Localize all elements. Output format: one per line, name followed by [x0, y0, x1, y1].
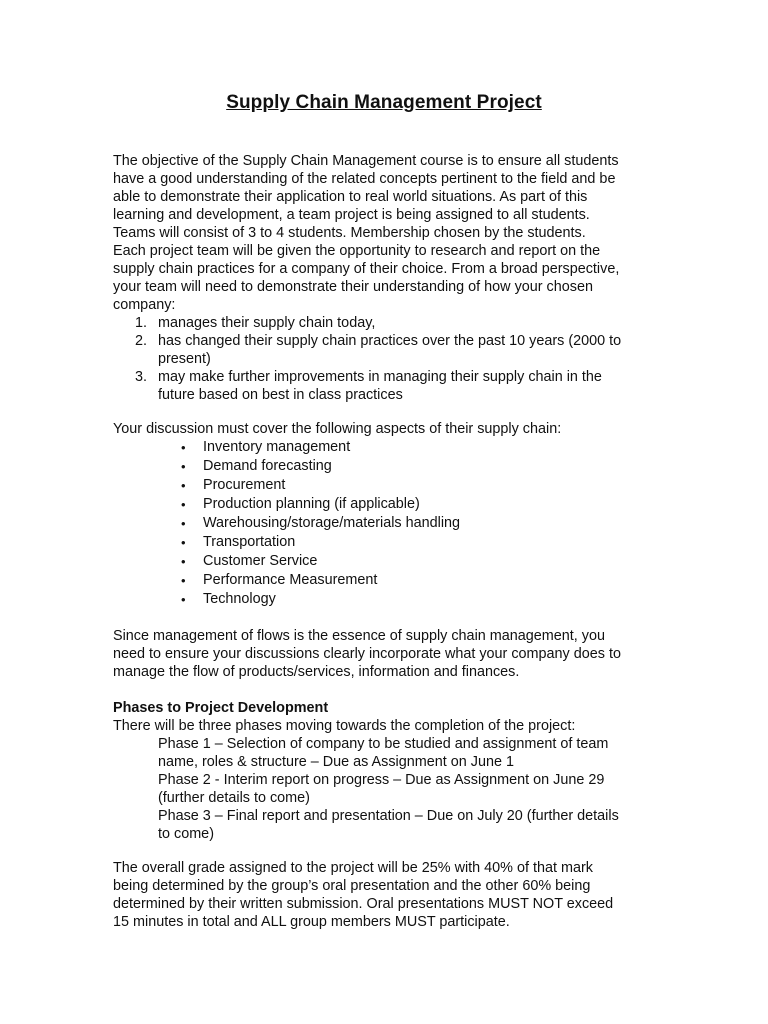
aspect-item — [113, 495, 658, 514]
aspect-label: Procurement — [203, 477, 286, 493]
bullet-icon: • — [181, 554, 186, 569]
item-text: has changed their supply chain practices over the past 10 years (2000 to — [158, 333, 622, 349]
aspect-item — [113, 552, 658, 571]
bullet-icon: • — [181, 535, 186, 550]
item-number: 2. — [135, 333, 148, 349]
bullet-icon: • — [181, 478, 186, 493]
phases-heading: Phases to Project Development — [113, 700, 329, 716]
intro-line: your team will need to demonstrate their understanding of how your chosen — [113, 279, 593, 295]
flows-line: need to ensure your discussions clearly incorporate what your company does to — [113, 646, 621, 662]
flows-line: manage the flow of products/services, information and finances. — [113, 664, 520, 680]
phase-line: Phase 2 - Interim report on progress – Due as Assignment on June 29 — [158, 772, 605, 788]
item-text: may make further improvements in managing their supply chain in the — [158, 369, 602, 385]
phase-line: (further details to come) — [158, 790, 310, 806]
numbered-item-3 — [113, 368, 658, 404]
phase-line: to come) — [158, 826, 214, 842]
phases-intro: There will be three phases moving towards the completion of the project: — [113, 718, 576, 734]
phase-line: Phase 3 – Final report and presentation – Due on July 20 (further details — [158, 808, 619, 824]
numbered-item-1 — [113, 314, 658, 332]
bullet-icon: • — [181, 497, 186, 512]
aspect-item — [113, 514, 658, 533]
aspect-item — [113, 457, 658, 476]
aspect-label: Technology — [203, 591, 276, 607]
grade-paragraph — [113, 859, 658, 931]
bullet-icon: • — [181, 459, 186, 474]
intro-line: The objective of the Supply Chain Management course is to ensure all students — [113, 153, 619, 169]
aspect-item — [113, 533, 658, 552]
intro-line: have a good understanding of the related concepts pertinent to the field and be — [113, 171, 616, 187]
aspect-item — [113, 476, 658, 495]
bullet-icon: • — [181, 573, 186, 588]
item-text: manages their supply chain today, — [158, 315, 376, 331]
bullet-icon: • — [181, 440, 186, 455]
intro-line: supply chain practices for a company of their choice. From a broad perspective, — [113, 261, 620, 277]
phase-line: name, roles & structure – Due as Assignment on June 1 — [158, 754, 514, 770]
intro-line: Each project team will be given the opportunity to research and report on the — [113, 243, 601, 259]
aspect-label: Demand forecasting — [203, 458, 332, 474]
aspects-list — [113, 438, 658, 609]
item-text: future based on best in class practices — [158, 387, 403, 403]
item-text: present) — [158, 351, 211, 367]
intro-paragraph — [113, 152, 658, 404]
aspect-item — [113, 438, 658, 457]
aspect-label: Warehousing/storage/materials handling — [203, 515, 461, 531]
grade-line: The overall grade assigned to the project will be 25% with 40% of that mark — [113, 860, 593, 876]
grade-line: being determined by the group’s oral presentation and the other 60% being — [113, 878, 591, 894]
flows-paragraph — [113, 627, 658, 681]
numbered-list — [113, 314, 658, 404]
bullet-icon: • — [181, 516, 186, 531]
grade-line: 15 minutes in total and ALL group members MUST participate. — [113, 914, 510, 930]
aspects-intro: Your discussion must cover the following aspects of their supply chain: — [113, 421, 562, 437]
aspect-label: Performance Measurement — [203, 572, 378, 588]
aspect-item — [113, 571, 658, 590]
document-title: Supply Chain Management Project — [226, 92, 542, 113]
phase-line: Phase 1 – Selection of company to be studied and assignment of team — [158, 736, 609, 752]
intro-line: company: — [113, 297, 176, 313]
grade-line: determined by their written submission. Oral presentations MUST NOT exceed — [113, 896, 614, 912]
aspect-label: Production planning (if applicable) — [203, 496, 420, 512]
aspect-label: Transportation — [203, 534, 296, 550]
item-number: 3. — [135, 369, 148, 385]
intro-line: learning and development, a team project is being assigned to all students. — [113, 207, 590, 223]
bullet-icon: • — [181, 592, 186, 607]
intro-line: able to demonstrate their application to real world situations. As part of this — [113, 189, 588, 205]
flows-line: Since management of flows is the essence of supply chain management, you — [113, 628, 605, 644]
phases-section — [113, 699, 658, 843]
aspect-label: Inventory management — [203, 439, 351, 455]
intro-line: Teams will consist of 3 to 4 students. Membership chosen by the students. — [113, 225, 586, 241]
aspects-section — [113, 420, 658, 609]
item-number: 1. — [135, 315, 148, 331]
aspect-label: Customer Service — [203, 553, 318, 569]
numbered-item-2 — [113, 332, 658, 368]
aspect-item — [113, 590, 658, 609]
